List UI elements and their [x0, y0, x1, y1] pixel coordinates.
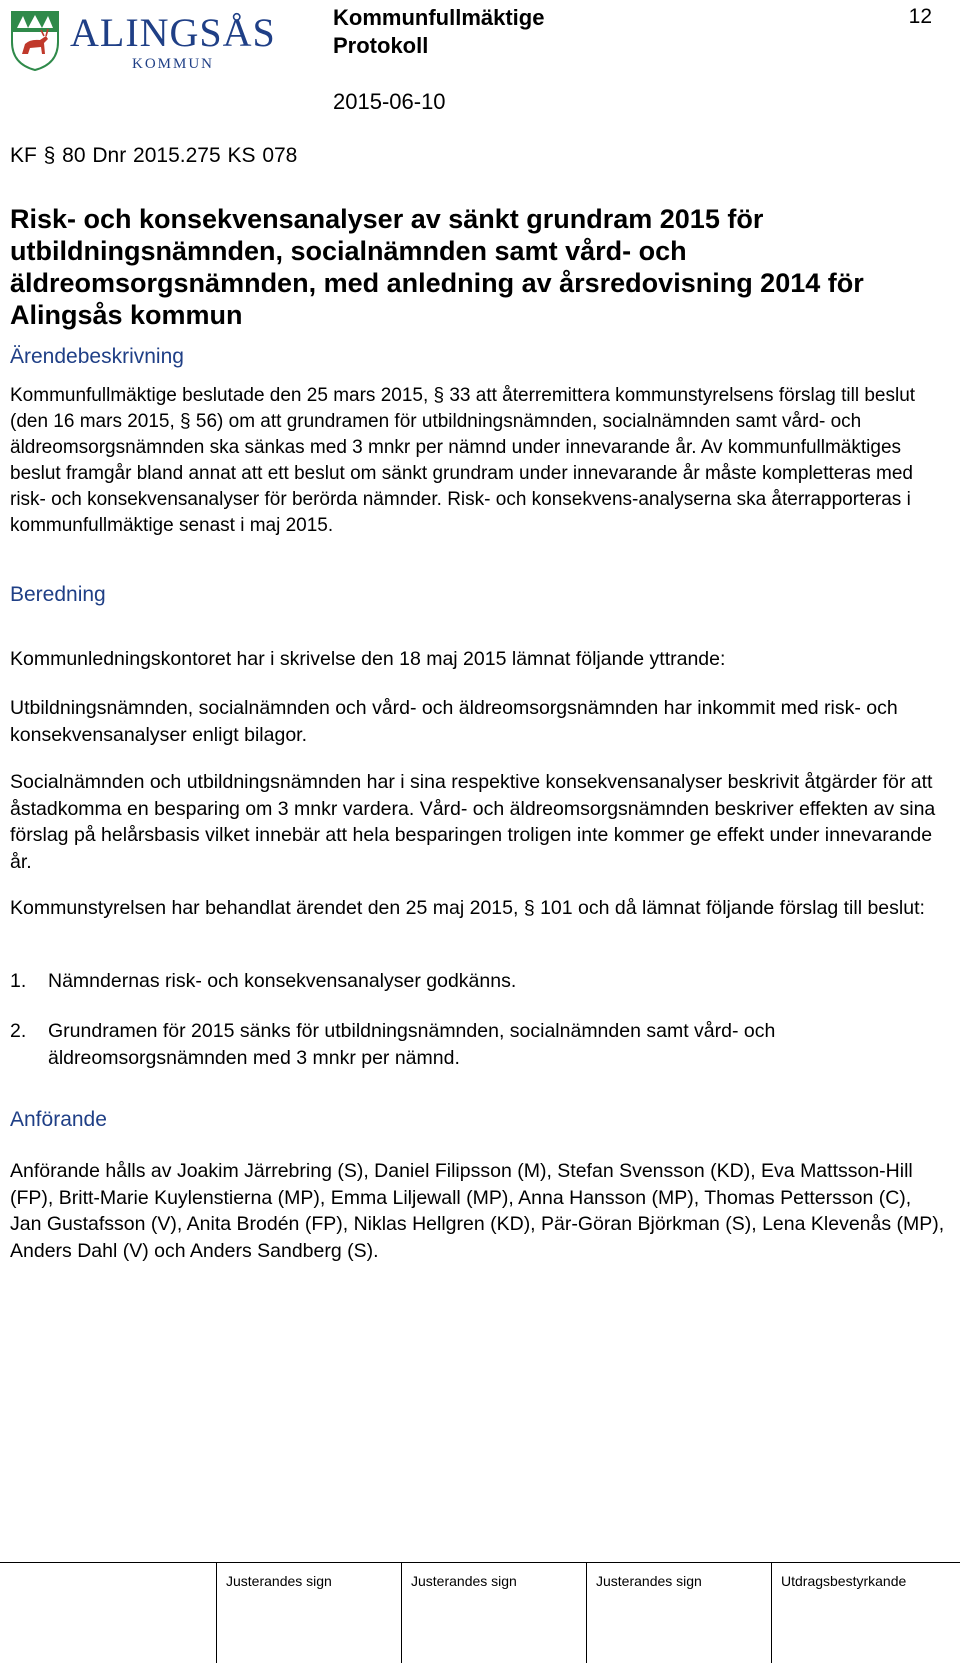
header-date: 2015-06-10	[333, 89, 446, 114]
heading-beredning: Beredning	[10, 583, 106, 606]
list-item-text: Nämndernas risk- och konsekvensanalyser godkänns.	[48, 970, 517, 992]
heading-arendebeskrivning: Ärendebeskrivning	[10, 345, 184, 368]
footer-divider	[586, 1562, 587, 1663]
page-number: 12	[908, 5, 932, 28]
header-title-line1: Kommunfullmäktige	[333, 5, 545, 30]
paragraph-arendebeskrivning: Kommunfullmäktige beslutade den 25 mars 2015, § 33 att återremittera kommunstyrelsens förslag till beslut (den 16 mars 2015, § 56) om att grundramen för utbildningsnämnden, socialnämnden samt vård- och äldreomsorgsnämnden ska sänkas med 3 mnkr per nämnd under innevarande år. Av kommunfullmäktiges beslut framgår bland annat att ett beslut om sänkt grundram under innevarande år måste kompletteras med risk- och konsekvensanalyser för berörda nämnder. Risk- och konsekvens-analyserna ska återrapporteras i kommunfullmäktige senast i maj 2015.	[10, 385, 916, 536]
footer-rule	[0, 1562, 960, 1563]
logo-subtext: KOMMUN	[132, 56, 215, 72]
beredning-paragraph: Utbildningsnämnden, socialnämnden och vård- och äldreomsorgsnämnden har inkommit med risk- och konsekvensanalyser enligt bilagor.	[10, 697, 898, 746]
footer-sign-label: Justerandes sign	[596, 1573, 702, 1589]
beredning-paragraph: Kommunstyrelsen har behandlat ärendet den 25 maj 2015, § 101 och då lämnat följande förslag till beslut:	[10, 897, 925, 919]
header-title	[333, 4, 544, 60]
list-item-number: 2.	[10, 1020, 27, 1042]
logo-wordmark: ALINGSÅS	[70, 10, 276, 55]
footer-sign-label: Justerandes sign	[226, 1573, 332, 1589]
header-title-line2: Protokoll	[333, 33, 429, 58]
footer-sign-label: Justerandes sign	[411, 1573, 517, 1589]
document-title	[10, 203, 940, 331]
title-line: Risk- och konsekvensanalyser av sänkt grundram 2015 för	[10, 204, 764, 234]
footer-certification-label: Utdragsbestyrkande	[781, 1573, 907, 1589]
beredning-paragraph: Socialnämnden och utbildningsnämnden har i sina respektive konsekvensanalyser beskrivit åtgärder för att åstadkomma en besparing om 3 mnkr vardera. Vård- och äldreomsorgsnämnden beskriver effekten av sina förslag på helårsbasis vilket innebär att hela besparingen troligen inte kommer ge effekt under innevarande år.	[10, 771, 936, 873]
beredning-paragraph: Kommunledningskontoret har i skrivelse den 18 maj 2015 lämnat följande yttrande:	[10, 648, 726, 670]
footer-divider	[771, 1562, 772, 1663]
case-reference: KF § 80 Dnr 2015.275 KS 078	[10, 144, 298, 167]
title-line: Alingsås kommun	[10, 300, 243, 330]
title-line: äldreomsorgsnämnden, med anledning av årsredovisning 2014 för	[10, 268, 864, 298]
alingsas-logo	[10, 6, 310, 72]
list-item-text: Grundramen för 2015 sänks för utbildningsnämnden, socialnämnden samt vård- och äldreomsorgsnämnden med 3 mnkr per nämnd.	[48, 1020, 776, 1069]
heading-anforande: Anförande	[10, 1108, 107, 1131]
footer-divider	[216, 1562, 217, 1663]
title-line: utbildningsnämnden, socialnämnden samt vård- och	[10, 236, 687, 266]
coat-of-arms-icon	[10, 6, 310, 72]
footer-divider	[401, 1562, 402, 1663]
paragraph-anforande: Anförande hålls av Joakim Järrebring (S), Daniel Filipsson (M), Stefan Svensson (KD), Eva Mattsson-Hill (FP), Britt-Marie Kuylenstierna (MP), Emma Liljewall (MP), Anna Hansson (MP), Thomas Pettersson (C), Jan Gustafsson (V), Anita Brodén (FP), Niklas Hellgren (KD), Pär-Göran Björkman (S), Lena Klevenås (MP), Anders Dahl (V) och Anders Sandberg (S).	[10, 1160, 945, 1262]
list-item-number: 1.	[10, 970, 27, 992]
